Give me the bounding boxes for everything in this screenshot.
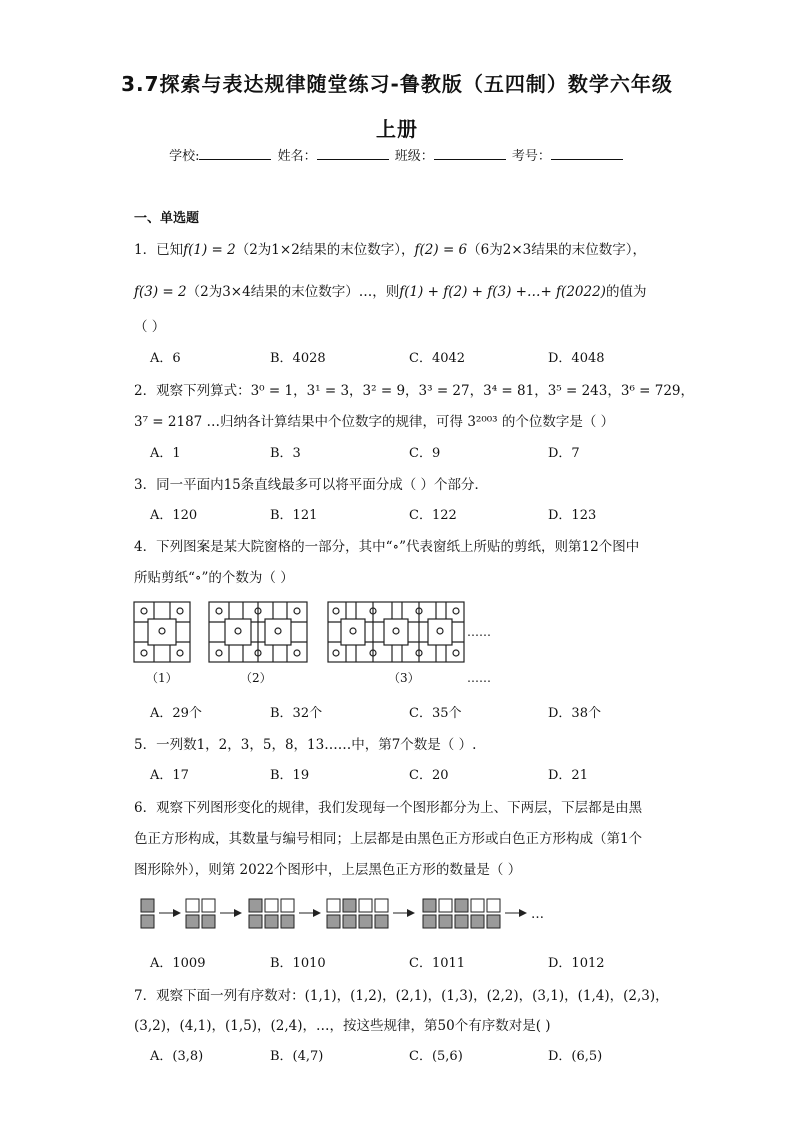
q1-formula-f2: f(2) = 6 <box>414 242 468 258</box>
q5-option-b[interactable]: B．19 <box>270 768 310 783</box>
title-line-2: 上册 <box>376 117 418 141</box>
q1-formula-f3: f(3) = 2 <box>134 284 187 300</box>
q4-figure-2 <box>209 602 307 662</box>
q1-text-c: （2为1×2结果的末位数字）， <box>235 242 415 258</box>
school-blank[interactable] <box>199 147 271 160</box>
q4-window-figures <box>130 598 500 690</box>
q4-line-1: 4．下列图案是某大院窗格的一部分，其中“∘”代表窗纸上所贴的剪纸，则第12个图中 <box>134 539 640 555</box>
name-label: 姓名： <box>277 149 317 164</box>
q6-option-b[interactable]: B．1010 <box>270 956 326 971</box>
q5-line-1: 5．一列数1，2，3，5，8，13……中，第7个数是（ ）. <box>134 737 477 753</box>
exam-number-label: 考号： <box>511 149 551 164</box>
q3-option-d[interactable]: D．123 <box>548 508 597 523</box>
q4-fig-label-3: （3） <box>388 671 420 685</box>
q4-option-d[interactable]: D．38个 <box>548 706 601 721</box>
section-heading: 一、单选题 <box>134 211 200 226</box>
name-blank[interactable] <box>317 147 389 160</box>
q7-option-b[interactable]: B．(4,7) <box>270 1049 324 1064</box>
q1-line-3: （ ） <box>134 319 166 335</box>
q3-option-b[interactable]: B．121 <box>270 508 318 523</box>
q1-line-2 <box>134 280 646 300</box>
q1-text-l2b: （2为3×4结果的末位数字）…，则 <box>186 284 400 300</box>
exam-number-blank[interactable] <box>551 147 623 160</box>
q2-line-1: 2．观察下列算式：3⁰ = 1，3¹ = 3，3² = 9，3³ = 27，3⁴ = 81，3⁵ = 243，3⁶ = 729， <box>134 383 695 399</box>
q6-option-c[interactable]: C．1011 <box>409 956 466 971</box>
q7-line-2: (3,2)，(4,1)，(1,5)，(2,4)，…，按这些规律，第50个有序数对是( ) <box>134 1018 551 1034</box>
q1-line-1 <box>134 238 646 258</box>
q1-option-a[interactable]: A．6 <box>150 351 181 366</box>
class-blank[interactable] <box>434 147 506 160</box>
q1-text-a: 1．已知 <box>134 242 184 258</box>
q2-option-a[interactable]: A．1 <box>150 446 181 461</box>
q1-formula-sum: f(1) + f(2) + f(3) +…+ f(2022) <box>399 284 606 300</box>
class-label: 班级： <box>394 149 434 164</box>
q3-option-c[interactable]: C．122 <box>409 508 457 523</box>
q4-option-c[interactable]: C．35个 <box>409 706 462 721</box>
q1-text-e: （6为2×3结果的末位数字）， <box>467 242 646 258</box>
q6-line-2: 色正方形构成，其数量与编号相同；上层都是由黑色正方形或白色正方形构成（第1个 <box>134 831 643 847</box>
q6-line-3: 图形除外），则第 2022个图形中，上层黑色正方形的数量是（ ） <box>134 862 522 878</box>
q7-line-1: 7．观察下面一列有序数对：(1,1)，(1,2)，(2,1)，(1,3)，(2,2)，(3,1)，(1,4)，(2,3)， <box>134 988 669 1004</box>
q4-option-a[interactable]: A．29个 <box>150 706 202 721</box>
q6-option-a[interactable]: A．1009 <box>150 956 206 971</box>
q2-option-c[interactable]: C．9 <box>409 446 441 461</box>
q4-fig-label-4: …… <box>467 671 491 685</box>
q5-option-a[interactable]: A．17 <box>150 768 189 783</box>
q2-option-b[interactable]: B．3 <box>270 446 301 461</box>
q5-option-d[interactable]: D．21 <box>548 768 588 783</box>
q7-option-a[interactable]: A．(3,8) <box>150 1049 204 1064</box>
title-line-1: 3.7探索与表达规律随堂练习-鲁教版（五四制）数学六年级 <box>121 72 673 96</box>
q6-fig-dots: … <box>531 907 544 922</box>
q1-option-d[interactable]: D．4048 <box>548 351 605 366</box>
q5-option-c[interactable]: C．20 <box>409 768 449 783</box>
student-info <box>0 145 794 164</box>
q1-option-b[interactable]: B．4028 <box>270 351 326 366</box>
q6-option-d[interactable]: D．1012 <box>548 956 605 971</box>
q4-figure-3 <box>328 602 464 662</box>
q4-figure-1 <box>134 602 190 662</box>
q2-line-2: 3⁷ = 2187 …归纳各计算结果中个位数字的规律，可得 3²⁰⁰³ 的个位数字是（ ） <box>134 414 615 430</box>
q3-option-a[interactable]: A．120 <box>150 508 198 523</box>
q6-line-1: 6．观察下列图形变化的规律，我们发现每一个图形都分为上、下两层，下层都是由黑 <box>134 800 643 816</box>
q1-option-c[interactable]: C．4042 <box>409 351 466 366</box>
q6-square-sequence <box>138 894 558 934</box>
q4-fig-dots: …… <box>467 625 491 639</box>
q2-option-d[interactable]: D．7 <box>548 446 580 461</box>
school-label: 学校: <box>169 149 200 164</box>
q4-line-2: 所贴剪纸“∘”的个数为（ ） <box>134 570 294 586</box>
q1-text-l2d: 的值为 <box>605 284 647 300</box>
q1-formula-f1: f(1) = 2 <box>183 242 236 258</box>
q4-fig-label-1: （1） <box>146 671 178 685</box>
q3-line-1: 3．同一平面内15条直线最多可以将平面分成（ ）个部分． <box>134 477 489 493</box>
q4-option-b[interactable]: B．32个 <box>270 706 323 721</box>
q7-option-d[interactable]: D．(6,5) <box>548 1049 603 1064</box>
q4-fig-label-2: （2） <box>240 671 272 685</box>
q7-option-c[interactable]: C．(5,6) <box>409 1049 463 1064</box>
